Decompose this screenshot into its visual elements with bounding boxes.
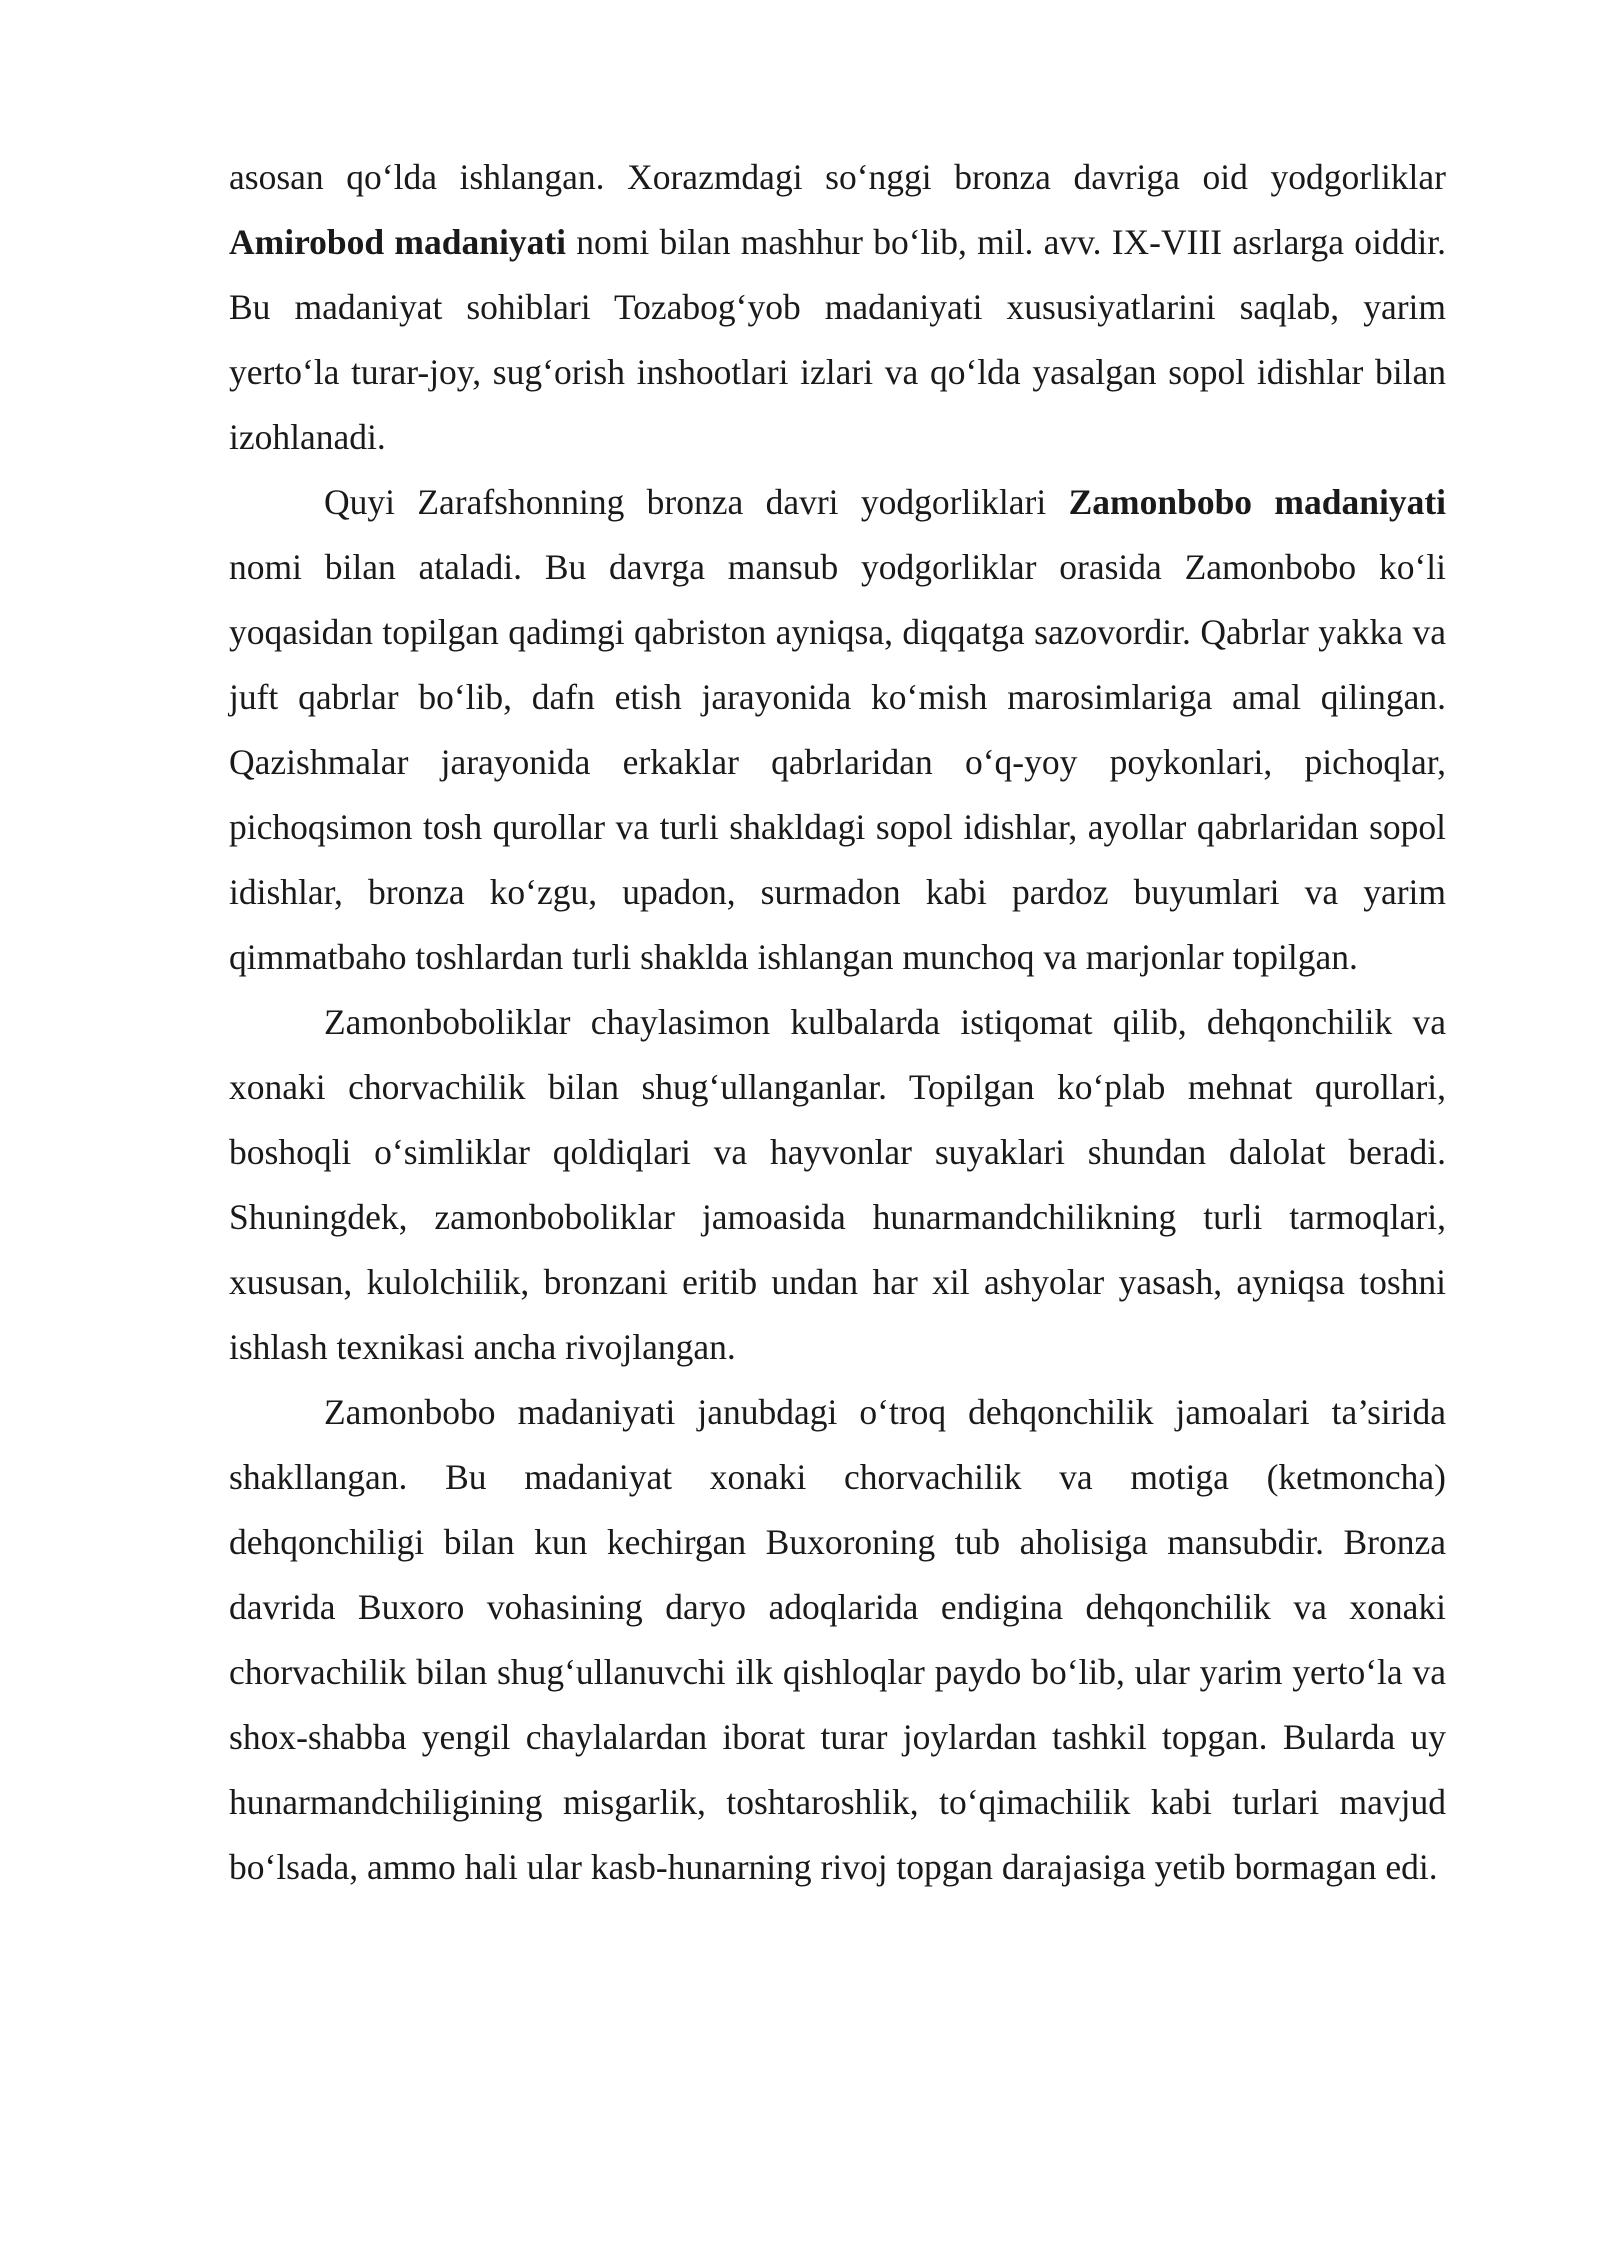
- paragraph-zamonbobo-origin: [229, 1380, 1446, 1900]
- paragraph-zamonbobo: [229, 470, 1446, 990]
- paragraph-2-text-1: Quyi Zarafshonning bronza davri yodgorliklari: [324, 482, 1069, 522]
- term-zamonbobo-madaniyati: Zamonbobo madaniyati: [1068, 482, 1446, 522]
- paragraph-4-text: Zamonbobo madaniyati janubdagi o‘troq dehqonchilik jamoalari ta’sirida shakllangan. Bu madaniyat xonaki chorvachilik va motiga (ketmoncha) dehqonchiligi bilan kun kechirgan Buxoroning tub aholisiga mansubdir. Bronza davrida Buxoro vohasining daryo adoqlarida endigina dehqonchilik va xonaki chorvachilik bilan shug‘ullanuvchi ilk qishloqlar paydo bo‘lib, ular yarim yerto‘la va shox-shabba yengil chaylalardan iborat turar joylardan tashkil topgan. Bularda uy hunarmandchiligining misgarlik, toshtaroshlik, to‘qimachilik kabi turlari mavjud bo‘lsada, ammo hali ular kasb-hunarning rivoj topgan darajasiga yetib bormagan edi.: [229, 1392, 1446, 1887]
- paragraph-1-text-1: asosan qo‘lda ishlangan. Xorazmdagi so‘nggi bronza davriga oid yodgorliklar: [229, 157, 1446, 197]
- term-amirobod-madaniyati: Amirobod madaniyati: [229, 222, 567, 262]
- body-text: [229, 145, 1446, 1900]
- paragraph-1-text-2: nomi bilan mashhur bo‘lib, mil. avv. IX-VIII asrlarga oiddir. Bu madaniyat sohiblari Tozabog‘yob madaniyati xususiyatlarini saqlab, yarim yerto‘la turar-joy, sug‘orish inshootlari izlari va qo‘lda yasalgan sopol idishlar bilan izohlanadi.: [229, 222, 1446, 457]
- paragraph-zamonboboliklar: [229, 990, 1446, 1380]
- paragraph-3-text: Zamonboboliklar chaylasimon kulbalarda istiqomat qilib, dehqonchilik va xonaki chorvachilik bilan shug‘ullanganlar. Topilgan ko‘plab mehnat qurollari, boshoqli o‘simliklar qoldiqlari va hayvonlar suyaklari shundan dalolat beradi. Shuningdek, zamonboboliklar jamoasida hunarmandchilikning turli tarmoqlari, xususan, kulolchilik, bronzani eritib undan har xil ashyolar yasash, ayniqsa toshni ishlash texnikasi ancha rivojlangan.: [229, 1002, 1446, 1367]
- paragraph-amirobod: [229, 145, 1446, 470]
- paragraph-2-text-2: nomi bilan ataladi. Bu davrga mansub yodgorliklar orasida Zamonbobo ko‘li yoqasidan topilgan qadimgi qabriston ayniqsa, diqqatga sazovordir. Qabrlar yakka va juft qabrlar bo‘lib, dafn etish jarayonida ko‘mish marosimlariga amal qilingan. Qazishmalar jarayonida erkaklar qabrlaridan o‘q-yoy poykonlari, pichoqlar, pichoqsimon tosh qurollar va turli shakldagi sopol idishlar, ayollar qabrlaridan sopol idishlar, bronza ko‘zgu, upadon, surmadon kabi pardoz buyumlari va yarim qimmatbaho toshlardan turli shaklda ishlangan munchoq va marjonlar topilgan.: [229, 547, 1446, 977]
